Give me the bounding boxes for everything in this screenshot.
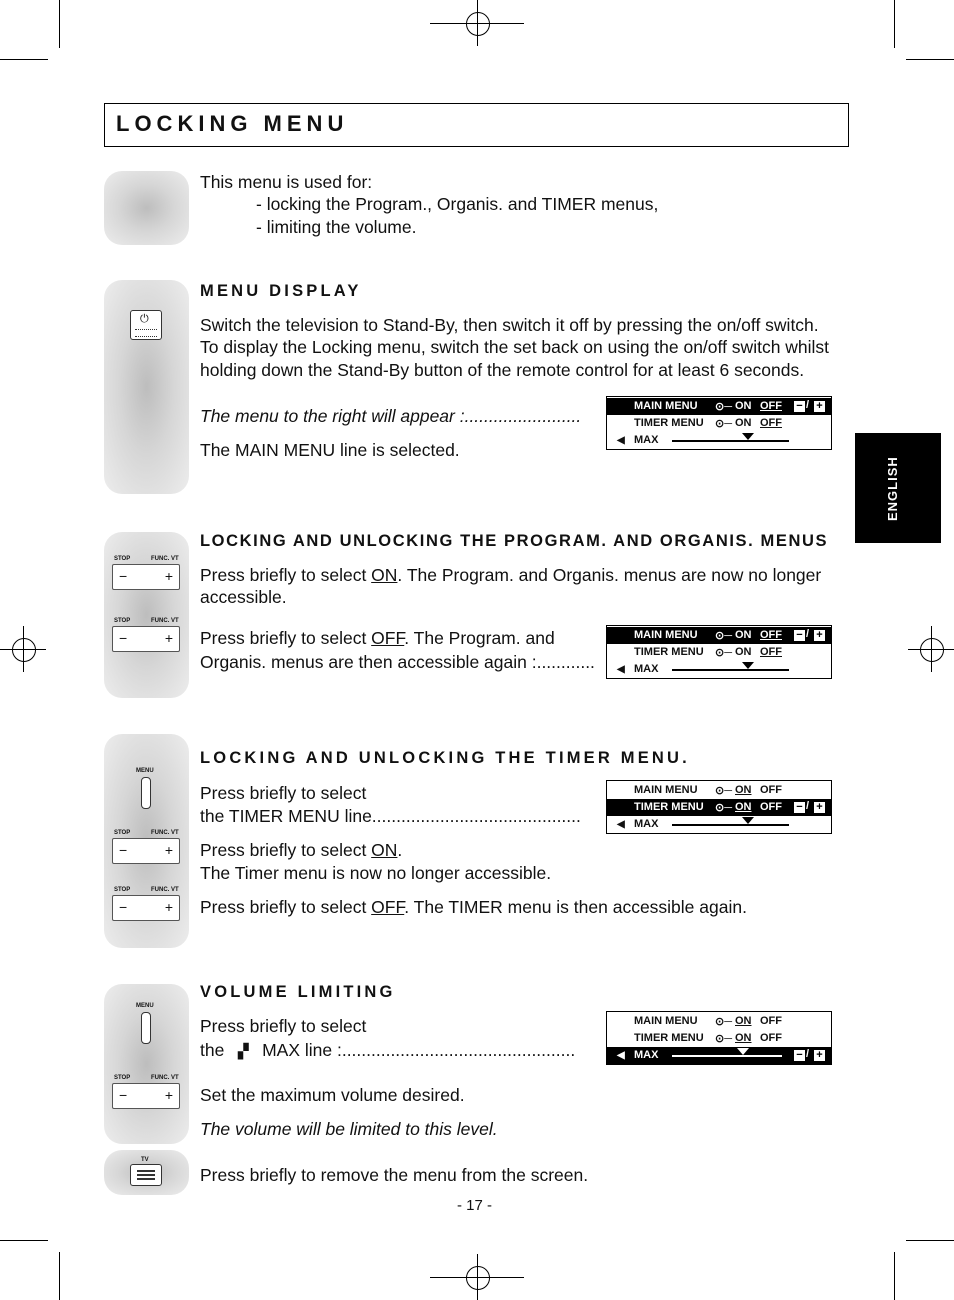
func-vt-label: FUNC. VT [151,618,179,624]
off-option: OFF [760,417,782,429]
off-option: OFF [760,1032,782,1044]
off-option: OFF [760,784,782,796]
on-option: ON [735,1015,752,1027]
body-text: Switch the television to Stand-By, then switch it off by pressing the on/off switch. [200,315,819,335]
body-text: the TIMER MENU line........................................... [200,806,581,826]
key-icon: ⊙─ [715,401,733,413]
key-icon: ⊙─ [715,785,733,797]
crop-mark [0,1240,48,1241]
minus-plus-button [112,1083,180,1109]
minus-icon: − [793,629,806,642]
menu-button-icon [141,777,151,809]
body-text: Press briefly to select OFF. The TIMER menu is then accessible again. [200,897,747,917]
menu-button-icon [141,1012,151,1044]
osd-row-label: MAX [634,434,659,446]
plus-icon: + [164,899,173,915]
volume-level-marker [742,433,754,440]
osd-row-timer [607,1030,831,1047]
osd-row-label: TIMER MENU [634,1032,704,1044]
osd-menu-panel [606,1011,832,1065]
osd-row-label: MAX [634,663,659,675]
menu-label: MENU [136,1003,154,1009]
osd-row-max [607,432,831,449]
body-text: Press briefly to select OFF. The Program. and [200,628,555,648]
key-icon: ⊙─ [715,630,733,642]
minus-icon: − [119,630,128,646]
osd-row-label: TIMER MENU [634,646,704,658]
osd-row-max [607,661,831,678]
plus-icon: + [164,1087,173,1103]
registration-mark [454,1254,500,1300]
minus-plus-indicator [793,629,826,642]
osd-row-label: MAX [634,818,659,830]
volume-bar [672,669,789,671]
on-option: ON [735,400,752,412]
body-text: The Timer menu is now no longer accessible. [200,863,552,883]
body-text: To display the Locking menu, switch the set back on using the on/off switch whilst [200,337,830,357]
body-text: Press briefly to select ON. The Program. and Organis. menus are now no longer [200,565,822,585]
intro-text: - limiting the volume. [256,217,417,237]
minus-icon: − [793,1049,806,1062]
on-option: ON [735,801,752,813]
remote-illustration [104,171,189,245]
osd-row-label: TIMER MENU [634,417,704,429]
tv-button-icon [130,1164,162,1186]
crop-mark [894,0,895,48]
osd-menu-panel [606,625,832,679]
plus-icon: + [813,629,826,642]
stop-label: STOP [114,556,131,562]
key-icon: ⊙─ [715,418,733,430]
key-icon: ⊙─ [715,647,733,659]
plus-icon: + [813,400,826,413]
key-icon: ⊙─ [715,1033,733,1045]
func-vt-label: FUNC. VT [151,1075,179,1081]
volume-bar [672,440,789,442]
minus-plus-indicator [793,1049,826,1062]
osd-row-main [607,398,831,415]
osd-row-label: MAIN MENU [634,784,698,796]
section-heading: MENU DISPLAY [200,282,362,300]
section-heading: LOCKING AND UNLOCKING THE PROGRAM. AND ORGANIS. MENUS [200,532,829,550]
osd-row-label: MAIN MENU [634,1015,698,1027]
osd-row-max [607,816,831,833]
speaker-icon: ▞ [237,1043,249,1059]
body-text: The volume will be limited to this level. [200,1119,498,1139]
plus-icon: + [164,568,173,584]
slash-text: / [806,1048,810,1060]
tv-label: TV [141,1157,149,1163]
body-text: Press briefly to remove the menu from the screen. [200,1165,589,1185]
stop-label: STOP [114,887,131,893]
language-tab [855,433,941,543]
on-option: ON [735,417,752,429]
minus-plus-button [112,895,180,921]
speaker-icon: ◀ [617,1050,625,1061]
key-icon: ⊙─ [715,802,733,814]
registration-mark [908,626,954,672]
func-vt-label: FUNC. VT [151,887,179,893]
crop-mark [906,59,954,60]
osd-row-timer [607,644,831,661]
section-heading: LOCKING AND UNLOCKING THE TIMER MENU. [200,749,690,767]
stop-label: STOP [114,1075,131,1081]
osd-row-main [607,1013,831,1030]
minus-plus-indicator [793,801,826,814]
page-title: LOCKING MENU [116,111,349,136]
minus-icon: − [793,400,806,413]
stop-label: STOP [114,830,131,836]
menu-label: MENU [136,768,154,774]
volume-level-marker [742,817,754,824]
page-number: - 17 - [457,1197,493,1214]
intro-text: This menu is used for: [200,172,373,192]
body-text: holding down the Stand-By button of the remote control for at least 6 seconds. [200,360,805,380]
osd-row-label: MAIN MENU [634,400,698,412]
osd-row-timer [607,415,831,432]
body-text: the ▞ MAX line :................................................ [200,1039,575,1063]
crop-mark [59,0,60,48]
volume-bar [672,1055,782,1057]
slash-text: / [806,800,810,812]
crop-mark [894,1252,895,1300]
standby-button-icon: ⏻ [130,310,162,340]
osd-row-label: MAIN MENU [634,629,698,641]
language-tab-label: ENGLISH [885,456,900,521]
off-option: OFF [760,646,782,658]
crop-mark [59,1252,60,1300]
volume-level-marker [737,1048,749,1055]
osd-row-main [607,782,831,799]
minus-plus-indicator [793,400,826,413]
volume-level-marker [742,662,754,669]
minus-icon: − [793,801,806,814]
registration-mark [0,626,46,672]
body-text: Set the maximum volume desired. [200,1085,465,1105]
body-text: Press briefly to select [200,783,367,803]
plus-icon: + [813,1049,826,1062]
off-option: OFF [760,629,782,641]
slash-text: / [806,399,810,411]
registration-mark [454,0,500,46]
speaker-icon: ◀ [617,435,625,446]
osd-row-max [607,1047,831,1064]
minus-plus-button [112,564,180,590]
key-icon: ⊙─ [715,1016,733,1028]
osd-menu-panel [606,396,832,450]
plus-icon: + [164,630,173,646]
func-vt-label: FUNC. VT [151,556,179,562]
minus-icon: − [119,568,128,584]
intro-text: - locking the Program., Organis. and TIMER menus, [256,194,659,214]
minus-plus-button [112,626,180,652]
osd-row-label: TIMER MENU [634,801,704,813]
slash-text: / [806,628,810,640]
body-text: The MAIN MENU line is selected. [200,440,460,460]
body-text: Organis. menus are then accessible again :............ [200,652,595,672]
off-option: OFF [760,801,782,813]
osd-row-timer [607,799,831,816]
stop-label: STOP [114,618,131,624]
on-option: ON [735,784,752,796]
crop-mark [906,1240,954,1241]
osd-row-label: MAX [634,1049,659,1061]
body-text: Press briefly to select ON. [200,840,403,860]
minus-icon: − [119,1087,128,1103]
off-option: OFF [760,1015,782,1027]
body-text: The menu to the right will appear :........................ [200,406,582,426]
body-text: accessible. [200,587,287,607]
volume-bar [672,824,789,826]
minus-icon: − [119,842,128,858]
plus-icon: + [813,801,826,814]
minus-icon: − [119,899,128,915]
minus-plus-button [112,838,180,864]
plus-icon: + [164,842,173,858]
on-option: ON [735,629,752,641]
on-option: ON [735,646,752,658]
section-heading: VOLUME LIMITING [200,983,396,1001]
func-vt-label: FUNC. VT [151,830,179,836]
osd-menu-panel [606,780,832,834]
crop-mark [0,59,48,60]
speaker-icon: ◀ [617,664,625,675]
on-option: ON [735,1032,752,1044]
speaker-icon: ◀ [617,819,625,830]
osd-row-main [607,627,831,644]
body-text: Press briefly to select [200,1016,367,1036]
off-option: OFF [760,400,782,412]
